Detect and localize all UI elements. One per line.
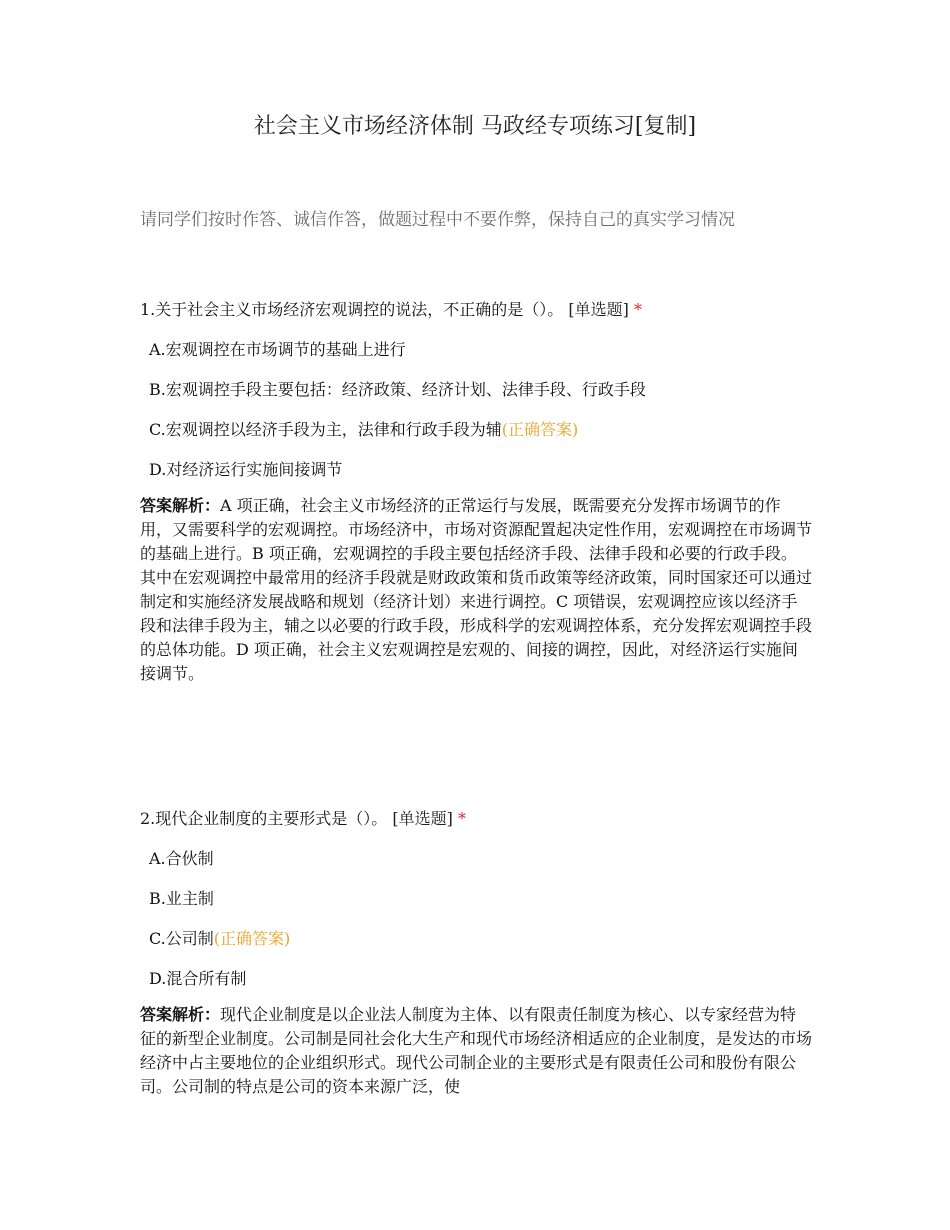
option-label: D.对经济运行实施间接调节 (149, 460, 343, 479)
required-mark: * (633, 300, 642, 319)
question-type: [单选题] (568, 300, 629, 319)
analysis-text: 现代企业制度是以企业法人制度为主体、以有限责任制度为核心、以专家经营为特征的新型企业制度。公司制是同社会化大生产和现代市场经济相适应的企业制度，是发达的市场经济中占主要地位的企业组织形式。现代公司制企业的主要形式是有限责任公司和股份有限公司。公司制的特点是公司的资本来源广泛，使 (140, 1005, 813, 1096)
option-label: A.合伙制 (149, 849, 214, 868)
question-1 (140, 298, 820, 686)
option-label: C.宏观调控以经济手段为主，法律和行政手段为辅 (149, 420, 502, 439)
option-c[interactable] (140, 418, 820, 442)
answer-analysis (140, 1003, 812, 1099)
question-stem: 1.关于社会主义市场经济宏观调控的说法，不正确的是（）。 (140, 300, 564, 319)
option-label: B.宏观调控手段主要包括：经济政策、经济计划、法律手段、行政手段 (149, 380, 646, 399)
option-d[interactable] (140, 458, 820, 482)
answer-analysis (140, 494, 812, 686)
option-b[interactable] (140, 378, 820, 402)
question-2 (140, 807, 820, 1099)
option-label: C.公司制 (149, 929, 214, 948)
analysis-label: 答案解析： (140, 1005, 221, 1024)
option-label: B.业主制 (149, 889, 214, 908)
correct-answer-tag: (正确答案) (501, 420, 579, 439)
question-stem: 2.现代企业制度的主要形式是（）。 (140, 809, 388, 828)
option-label: D.混合所有制 (149, 969, 247, 988)
option-b[interactable] (140, 887, 820, 911)
correct-answer-tag: (正确答案) (213, 929, 291, 948)
question-type: [单选题] (392, 809, 453, 828)
option-a[interactable] (140, 338, 820, 362)
survey-title: 社会主义市场经济体制 马政经专项练习[复制] (253, 114, 697, 139)
question-1-header (140, 298, 820, 322)
option-a[interactable] (140, 847, 820, 871)
option-c[interactable] (140, 927, 820, 951)
option-d[interactable] (140, 967, 820, 991)
analysis-label: 答案解析： (140, 496, 221, 515)
option-label: A.宏观调控在市场调节的基础上进行 (149, 340, 406, 359)
analysis-text: A 项正确，社会主义市场经济的正常运行与发展，既需要充分发挥市场调节的作用，又需要科学的宏观调控。市场经济中，市场对资源配置起决定性作用，宏观调控在市场调节的基础上进行。B 项正确，宏观调控的手段主要包括经济手段、法律手段和必要的行政手段。其中在宏观调控中最常用的经济手段就是财政政策和货币政策等经济政策，同时国家还可以通过制定和实施经济发展战略和规划（经济计划）来进行调控。C 项错误，宏观调控应该以经济手段和法律手段为主，辅之以必要的行政手段，形成科学的宏观调控体系，充分发挥宏观调控手段的总体功能。D 项正确，社会主义宏观调控是宏观的、间接的调控，因此，对经济运行实施间接调节。 (140, 496, 813, 683)
required-mark: * (457, 809, 466, 828)
survey-intro: 请同学们按时作答、诚信作答，做题过程中不要作弊，保持自己的真实学习情况 (140, 210, 735, 230)
question-2-header (140, 807, 820, 831)
